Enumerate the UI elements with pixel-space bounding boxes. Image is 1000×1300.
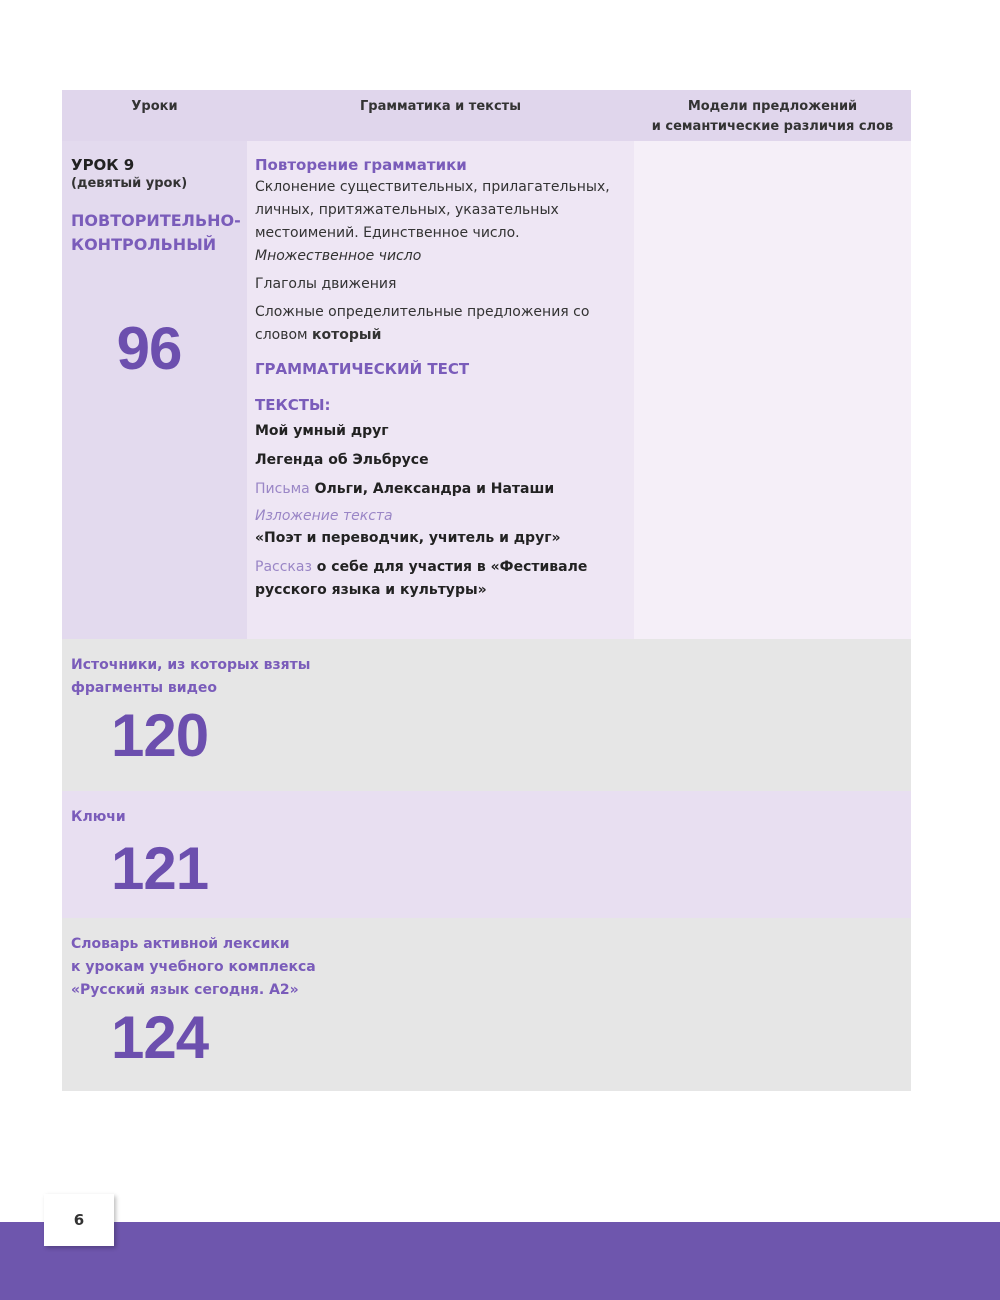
- text-item-2: Легенда об Эльбрусе: [255, 452, 429, 468]
- lesson-page-link[interactable]: 96: [116, 315, 182, 382]
- grammar-test-title: ГРАММАТИЧЕСКИЙ ТЕСТ: [255, 360, 470, 378]
- section-title-line2: к урокам учебного комплекса: [71, 959, 316, 975]
- header-models-line2: и семантические различия слов: [651, 119, 894, 134]
- story-text: о себе для участия в «Фестивале русского языка и культуры»: [255, 559, 588, 598]
- summary-text: «Поэт и переводчик, учитель и друг»: [255, 530, 561, 546]
- lesson-cell: [62, 141, 247, 639]
- section-title: Источники, из которых взяты фрагменты видео: [71, 657, 311, 696]
- lesson-subtitle: (девятый урок): [71, 176, 188, 191]
- section-vocabulary: [62, 918, 911, 1091]
- header-grammar-texts: Грамматика и тексты: [360, 99, 521, 114]
- section-video-sources: [62, 639, 911, 791]
- lesson-9-row: [62, 141, 911, 639]
- section-page-link[interactable]: 124: [111, 1004, 209, 1071]
- header-sentence-models: [634, 90, 911, 141]
- grammar-motion-verbs: Глаголы движения: [255, 276, 397, 292]
- section-keys: [62, 791, 911, 918]
- declension-plural: Множественное число: [255, 248, 422, 264]
- section-title-line1: Словарь активной лексики: [71, 936, 290, 952]
- grammar-cell: [247, 141, 634, 639]
- text-item-1: Мой умный друг: [255, 423, 389, 439]
- page-number: 6: [44, 1194, 114, 1246]
- summary-label: Изложение текста: [255, 508, 393, 524]
- lesson-type-line2: КОНТРОЛЬНЫЙ: [71, 235, 217, 254]
- texts-title: ТЕКСТЫ:: [255, 396, 331, 414]
- table-of-contents: [62, 90, 911, 1091]
- text-item-story: [255, 556, 628, 602]
- table-header: [62, 90, 911, 141]
- section-page-link[interactable]: 120: [111, 702, 209, 769]
- complex-sentences-text: Сложные определительные предложения со словом: [255, 304, 590, 343]
- footer-bar: [0, 1222, 1000, 1300]
- section-title: Ключи: [71, 809, 126, 825]
- complex-sentences-word: который: [312, 327, 382, 343]
- lesson-type: [71, 209, 239, 257]
- header-lessons: Уроки: [131, 99, 178, 114]
- declension-text: Склонение существительных, прилагательных, личных, притяжательных, указательных местоимений. Единственное число.: [255, 179, 610, 241]
- lesson-type-line1: ПОВТОРИТЕЛЬНО-: [71, 211, 241, 230]
- grammar-complex-sentences: [255, 301, 628, 347]
- section-title-line3: «Русский язык сегодня. А2»: [71, 982, 299, 998]
- models-cell: [634, 141, 911, 639]
- header-models-line1: Модели предложений: [687, 99, 858, 114]
- letters-label: Письма: [255, 481, 310, 497]
- grammar-review-title: Повторение грамматики: [255, 156, 467, 174]
- letters-text: Ольги, Александра и Наташи: [314, 481, 555, 497]
- grammar-declension: [255, 176, 628, 268]
- story-label: Рассказ: [255, 559, 312, 575]
- lesson-number: УРОК 9: [71, 156, 135, 174]
- text-item-letters: [255, 478, 628, 501]
- section-page-link[interactable]: 121: [111, 835, 209, 902]
